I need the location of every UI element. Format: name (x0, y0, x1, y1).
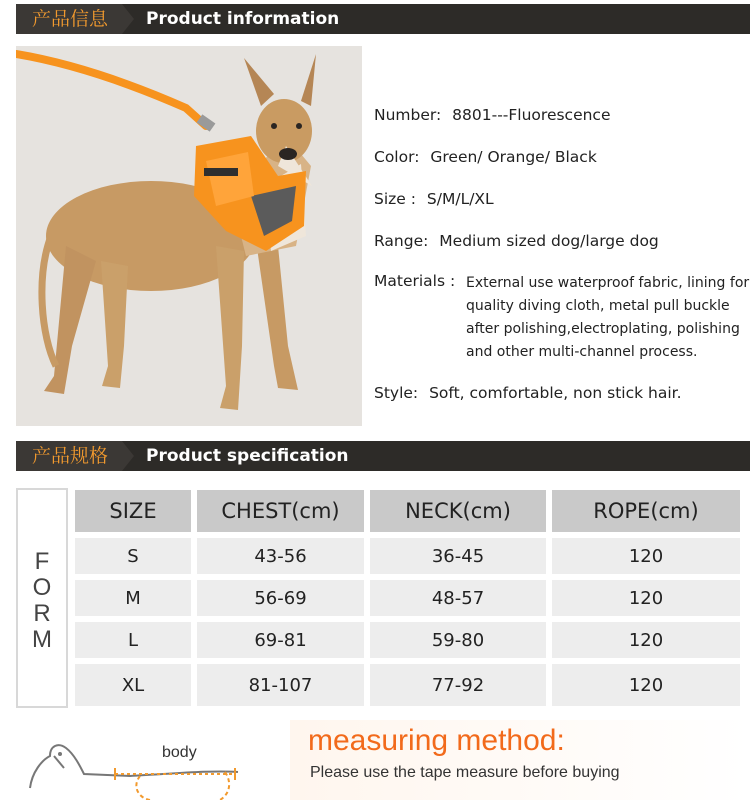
section-header-product-specification (16, 441, 750, 471)
table-header-rope: ROPE(cm) (552, 490, 740, 532)
table-cell-chest: 69-81 (197, 622, 364, 658)
info-size-label: Size : (374, 190, 416, 208)
info-size (374, 190, 494, 208)
info-number (374, 106, 611, 124)
product-photo (16, 46, 362, 426)
table-cell-neck: 48-57 (370, 580, 546, 616)
info-color-label: Color: (374, 148, 420, 166)
table-cell-size: M (75, 580, 191, 616)
dog-harness-illustration (16, 46, 362, 426)
form-letter: F (34, 548, 50, 575)
table-cell-neck: 36-45 (370, 538, 546, 574)
section-title-cn: 产品规格 (16, 441, 122, 471)
materials-line: quality diving cloth, metal pull buckle (466, 298, 730, 314)
form-letter: O (32, 574, 52, 601)
table-cell-rope: 120 (552, 664, 740, 706)
table-cell-chest: 43-56 (197, 538, 364, 574)
measuring-subtitle: Please use the tape measure before buying (310, 764, 620, 781)
table-cell-neck: 59-80 (370, 622, 546, 658)
table-cell-size: L (75, 622, 191, 658)
table-cell-size: S (75, 538, 191, 574)
info-range-value: Medium sized dog/large dog (439, 232, 659, 250)
measuring-title: measuring method: (308, 724, 565, 757)
info-range (374, 232, 659, 250)
dog-measure-diagram (20, 726, 250, 800)
form-vertical-label (16, 488, 68, 708)
table-cell-rope: 120 (552, 622, 740, 658)
form-letter: R (33, 600, 51, 627)
table-cell-rope: 120 (552, 538, 740, 574)
info-number-label: Number: (374, 106, 442, 124)
table-cell-chest: 81-107 (197, 664, 364, 706)
table-cell-chest: 56-69 (197, 580, 364, 616)
info-materials-text (466, 272, 750, 364)
table-header-chest: CHEST(cm) (197, 490, 364, 532)
info-style-label: Style: (374, 384, 419, 402)
info-style (374, 384, 682, 402)
section-title-en: Product information (146, 9, 340, 29)
info-materials-label: Materials : (374, 272, 456, 290)
form-letter: M (32, 626, 52, 653)
section-title-cn: 产品信息 (16, 4, 122, 34)
info-color (374, 148, 597, 166)
table-header-size: SIZE (75, 490, 191, 532)
materials-line: and other multi-channel process. (466, 344, 698, 360)
body-measure-label: body (162, 744, 197, 761)
info-size-value: S/M/L/XL (426, 190, 494, 208)
table-cell-size: XL (75, 664, 191, 706)
info-number-value: 8801---Fluorescence (452, 106, 611, 124)
table-cell-rope: 120 (552, 580, 740, 616)
info-color-value: Green/ Orange/ Black (430, 148, 597, 166)
info-style-value: Soft, comfortable, non stick hair. (429, 384, 682, 402)
section-title-en: Product specification (146, 446, 349, 466)
table-cell-neck: 77-92 (370, 664, 546, 706)
materials-line: after polishing,electroplating, polishing (466, 321, 740, 337)
section-header-product-information (16, 4, 750, 34)
info-range-label: Range: (374, 232, 429, 250)
table-header-neck: NECK(cm) (370, 490, 546, 532)
materials-line: External use waterproof fabric, lining for (466, 275, 750, 291)
measuring-method-section (0, 716, 750, 800)
